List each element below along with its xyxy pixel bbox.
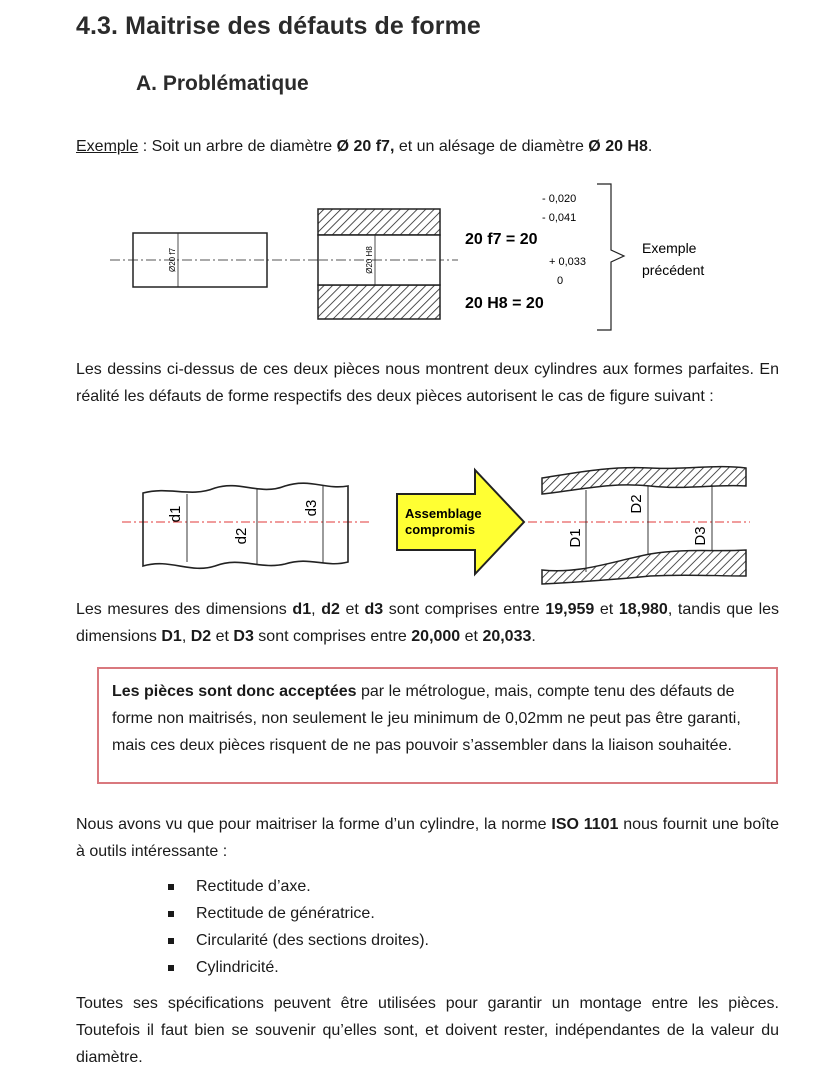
f7-lower-deviation: - 0,041 [542, 212, 577, 224]
D2-ref: D2 [190, 628, 212, 645]
tolerance-diagram [100, 178, 740, 338]
bore-wall-top [542, 467, 746, 494]
D3-label: D3 [692, 526, 709, 546]
bore-hatch-bottom [318, 285, 440, 319]
d2-ref: d2 [321, 601, 340, 618]
list-item: Cylindricité. [166, 954, 429, 981]
value-4: 20,033 [482, 628, 532, 645]
callout-bold: Les pièces sont donc acceptées [112, 683, 357, 700]
arrow-label-1: Assemblage [405, 506, 482, 521]
f7-upper-deviation: - 0,020 [542, 193, 577, 205]
d1-label: d1 [167, 505, 184, 523]
deformed-shaft [143, 483, 348, 568]
subsection-title: A. Problématique [136, 72, 309, 95]
h8-lower-deviation: 0 [557, 275, 564, 287]
iso-norm: ISO 1101 [551, 816, 619, 833]
section-title: 4.3. Maitrise des défauts de forme [76, 12, 481, 40]
h8-label: 20 H8 = 20 [465, 295, 544, 312]
example-text: : Soit un arbre de diamètre [138, 138, 337, 155]
note-line-1: Exemple [642, 240, 697, 256]
f7-label: 20 f7 = 20 [465, 231, 538, 248]
list-item: Circularité (des sections droites). [166, 927, 429, 954]
form-defect-diagram [110, 458, 760, 588]
example-text: . [647, 138, 653, 155]
warning-callout [97, 667, 778, 784]
example-label: Exemple [76, 138, 139, 155]
arrow-label-2: compromis [405, 522, 476, 537]
shaft-spec: Ø 20 f7, [336, 138, 395, 155]
bore-spec: Ø 20 H8 [588, 138, 648, 155]
conclusion-paragraph: Toutes ses spécifications peuvent être utilisées pour garantir un montage entre les pièces. Toutefois il faut bien se souvenir qu’elles sont, et doivent rester, indépendantes de la valeur du diamètre. [76, 995, 779, 1066]
note-line-2: précédent [642, 262, 705, 278]
shaft-dim-label: Ø20 f7 [168, 247, 177, 273]
D2-label: D2 [628, 494, 645, 514]
measures-paragraph: Les mesures des dimensions d1, d2 et d3 sont comprises entre 19,959 et 18,980, tandis que les dimensions D1, D2 et D3 sont comprises entre 20,000 et 20,033. [76, 601, 780, 645]
bore-wall-bottom [542, 550, 746, 584]
bore-hatch-top [318, 209, 440, 235]
paragraph-1: Les dessins ci-dessus de ces deux pièces nous montrent deux cylindres aux formes parfaites. En réalité les défauts de forme respectifs des deux pièces autorisent le cas de figure suivant : [76, 361, 779, 405]
D1-label: D1 [567, 528, 584, 548]
example-paragraph [76, 133, 779, 160]
bore-dim-label: Ø20 H8 [365, 246, 374, 274]
tools-list [166, 873, 429, 981]
value-2: 18,980 [618, 601, 668, 618]
D3-ref: D3 [233, 628, 254, 645]
d3-label: d3 [303, 499, 320, 517]
iso-paragraph: Nous avons vu que pour maitriser la forme d’un cylindre, la norme ISO 1101 nous fournit une boîte à outils intéressante : [76, 816, 780, 860]
callout-text: Les pièces sont donc acceptées par le métrologue, mais, compte tenu des défauts de forme non maitrisés, non seulement le jeu minimum de 0,02mm ne peut pas être garanti, mais ces deux pièces risquent de ne pas pouvoir s’assembler dans la liaison souhaitée. [112, 683, 741, 754]
example-text: et un alésage de diamètre [394, 138, 589, 155]
list-item: Rectitude de génératrice. [166, 900, 429, 927]
D1-ref: D1 [161, 628, 182, 645]
value-1: 19,959 [545, 601, 595, 618]
list-item: Rectitude d’axe. [166, 873, 429, 900]
d3-ref: d3 [364, 601, 384, 618]
d1-ref: d1 [292, 601, 312, 618]
d2-label: d2 [233, 527, 250, 545]
brace [597, 184, 624, 330]
h8-upper-deviation: + 0,033 [549, 256, 587, 268]
value-3: 20,000 [411, 628, 461, 645]
